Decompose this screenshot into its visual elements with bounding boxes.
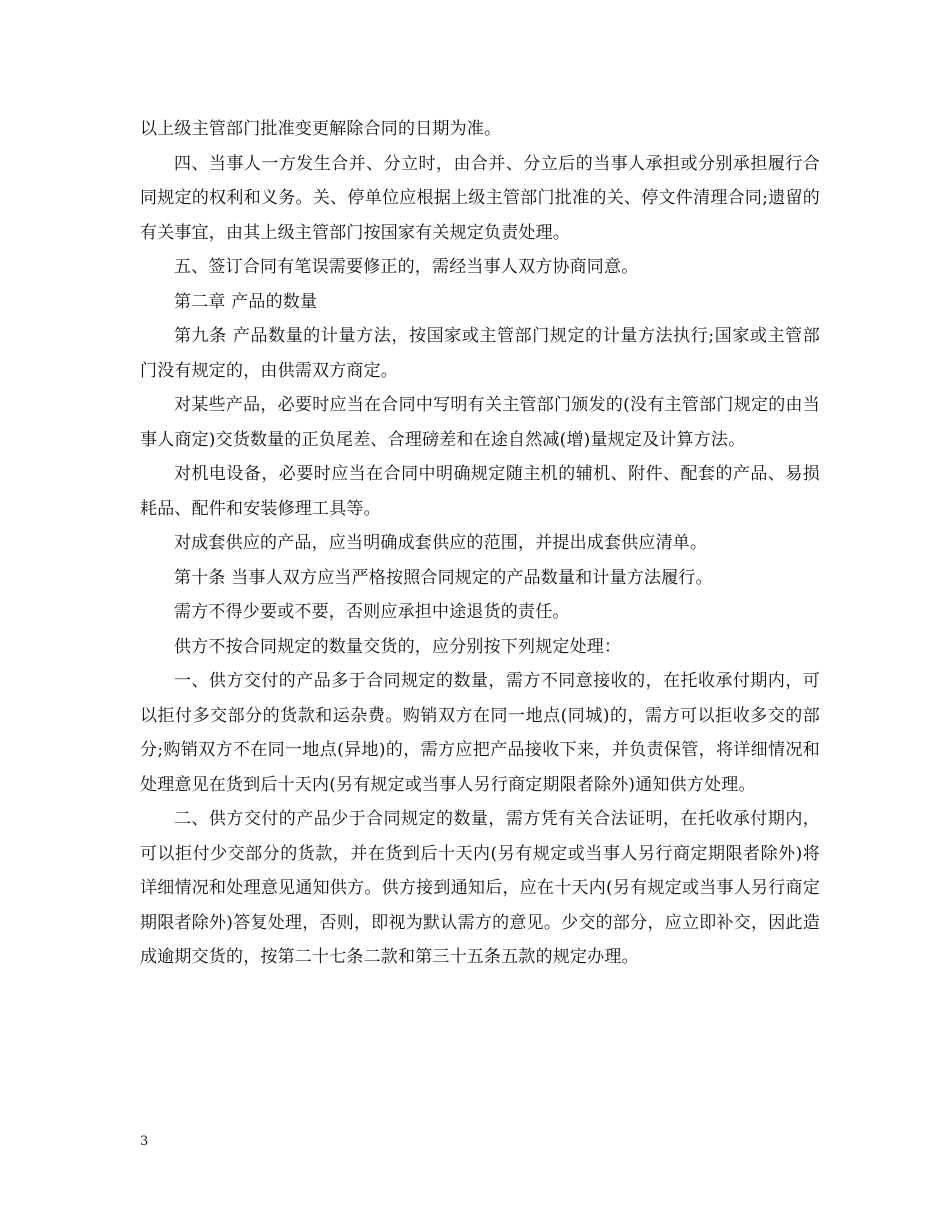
paragraph-buyer-obligation: 需方不得少要或不要，否则应承担中途退货的责任。 [174, 602, 570, 622]
paragraph-item-four: 四、当事人一方发生合并、分立时，由合并、分立后的当事人承担或分别承担履行合同规定的权利和义务。关、停单位应根据上级主管部门批准的关、停文件清理合同;遗留的有关事宜，由其上级主管部门按国家有关规定负责处理。 [140, 153, 820, 243]
paragraph-some-products: 对某些产品，必要时应当在合同中写明有关主管部门颁发的(没有主管部门规定的由当事人商定)交货数量的正负尾差、合理磅差和在途自然减(增)量规定及计算方法。 [140, 395, 820, 450]
article-ten: 第十条 当事人双方应当严格按照合同规定的产品数量和计量方法履行。 [174, 567, 713, 588]
paragraph-short-delivery: 二、供方交付的产品少于合同规定的数量，需方凭有关合法证明，在托收承付期内，可以拒付少交部分的货款，并在货到后十天内(另有规定或当事人另行商定期限者除外)将详细情况和处理意见通知供方。供方接到通知后，应在十天内(另有规定或当事人另行商定期限者除外)答复处理，否则，即视为默认需方的意见。少交的部分，应立即补交，因此造成逾期交货的，按第二十七条二款和第三十五条五款的规定办理。 [140, 809, 820, 967]
paragraph-electromechanical: 对机电设备，必要时应当在合同中明确规定随主机的辅机、附件、配套的产品、易损耗品、配件和安装修理工具等。 [140, 464, 820, 519]
article-nine: 第九条 产品数量的计量方法，按国家或主管部门规定的计量方法执行;国家或主管部门没有规定的，由供需双方商定。 [140, 326, 820, 381]
chapter-heading: 第二章 产品的数量 [174, 291, 318, 312]
document-body [140, 112, 820, 975]
paragraph-excess-delivery: 一、供方交付的产品多于合同规定的数量，需方不同意接收的，在托收承付期内，可以拒付多交部分的货款和运杂费。购销双方在同一地点(同城)的，需方可以拒收多交的部分;购销双方不在同一地点(异地)的，需方应把产品接收下来，并负责保管，将详细情况和处理意见在货到后十天内(另有规定或当事人另行商定期限者除外)通知供方处理。 [140, 671, 820, 795]
paragraph-complete-sets: 对成套供应的产品，应当明确成套供应的范围，并提出成套供应清单。 [174, 533, 708, 553]
page-number: 3 [140, 1134, 149, 1149]
paragraph-supplier-rules: 供方不按合同规定的数量交货的，应分别按下列规定处理： [174, 636, 622, 657]
paragraph-item-five: 五、签订合同有笔误需要修正的，需经当事人双方协商同意。 [174, 257, 639, 277]
paragraph-continuation: 以上级主管部门批准变更解除合同的日期为准。 [140, 119, 502, 139]
